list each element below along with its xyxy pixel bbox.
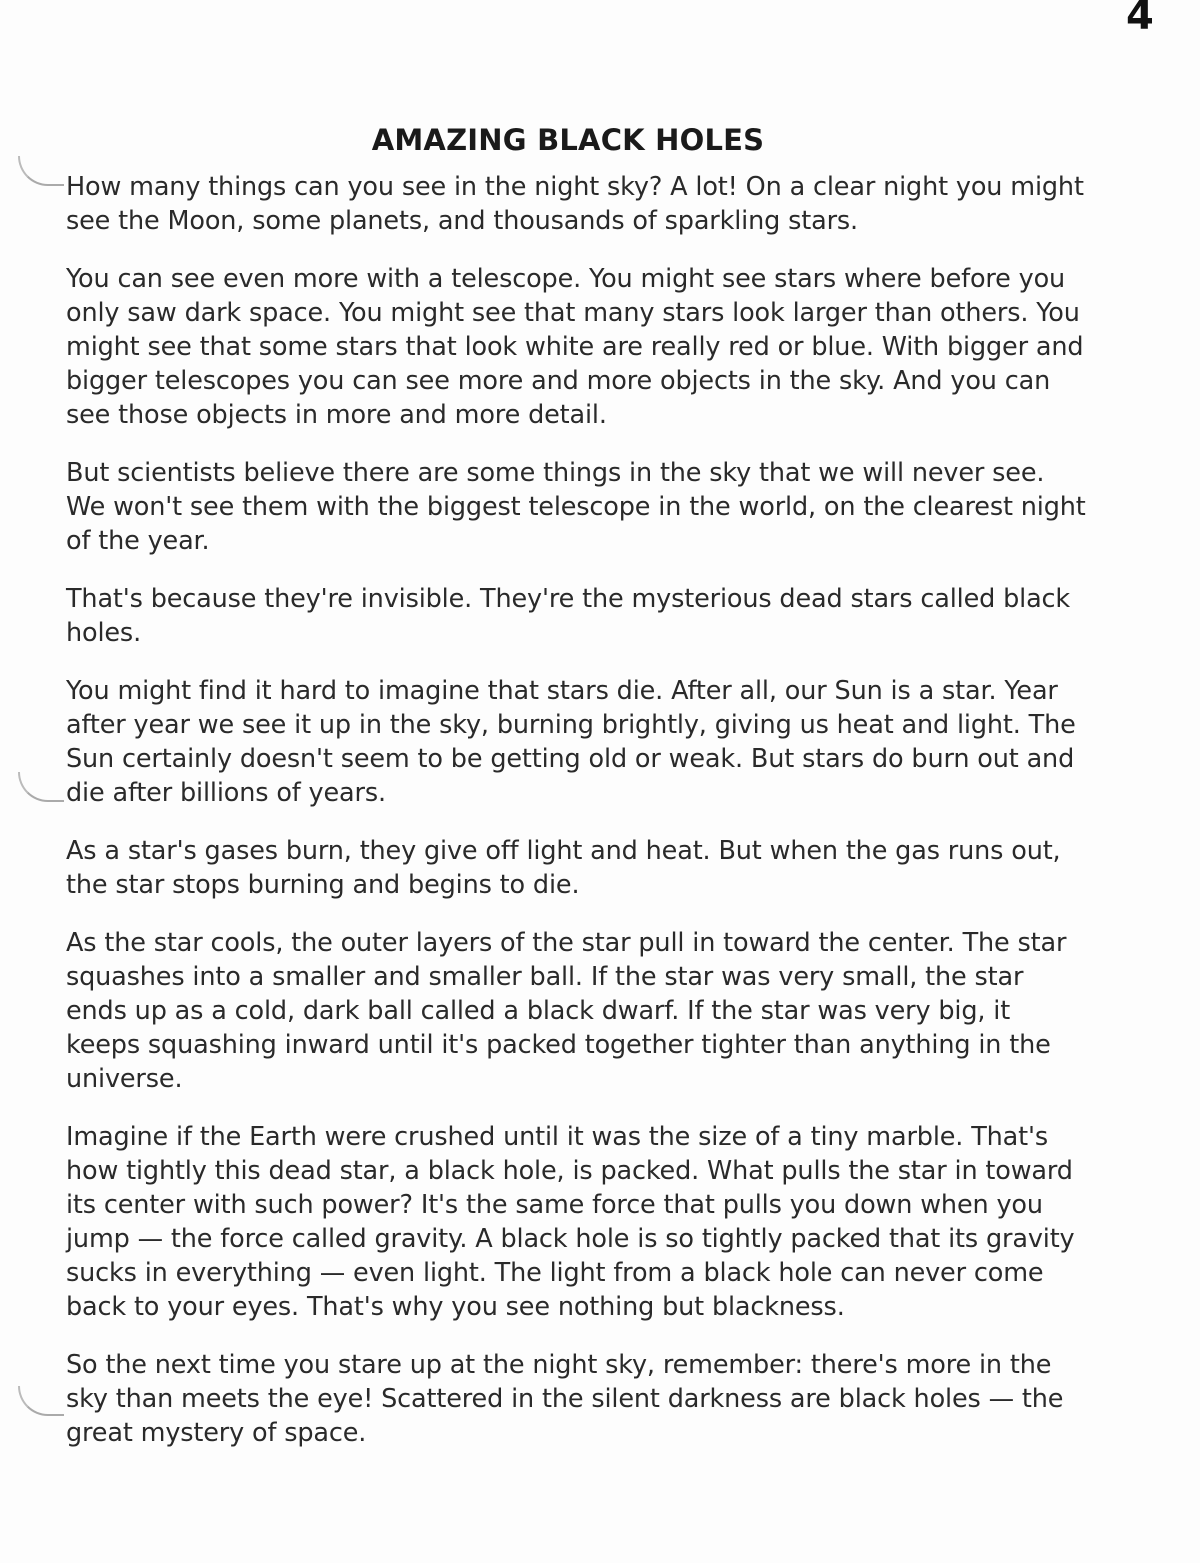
margin-mark (18, 156, 64, 186)
article-body (66, 170, 1086, 1474)
margin-mark (18, 1386, 64, 1416)
paragraph: But scientists believe there are some things in the sky that we will never see. We won't see them with the biggest telescope in the world, on the clearest night of the year. (66, 458, 1086, 556)
paragraph: You can see even more with a telescope. You might see stars where before you only saw dark space. You might see that many stars look larger than others. You might see that some stars that look white are really red or blue. With bigger and bigger telescopes you can see more and more objects in the sky. And you can see those objects in more and more detail. (66, 264, 1084, 430)
handwritten-page-number: 4 (1126, 0, 1154, 39)
paragraph: Imagine if the Earth were crushed until it was the size of a tiny marble. That's how tightly this dead star, a black hole, is packed. What pulls the star in toward its center with such power? It's the same force that pulls you down when you jump — the force called gravity. A black hole is so tightly packed that its gravity sucks in everything — even light. The light from a black hole can never come back to your eyes. That's why you see nothing but blackness. (66, 1122, 1075, 1322)
paragraph: How many things can you see in the night sky? A lot! On a clear night you might see the Moon, some planets, and thousands of sparkling stars. (66, 172, 1084, 236)
paragraph: As the star cools, the outer layers of the star pull in toward the center. The star squashes into a smaller and smaller ball. If the star was very small, the star ends up as a cold, dark ball called a black dwarf. If the star was very big, it keeps squashing inward until it's packed together tighter than anything in the universe. (66, 928, 1067, 1094)
document-title: AMAZING BLACK HOLES (371, 123, 765, 158)
paragraph: That's because they're invisible. They're the mysterious dead stars called black holes. (66, 584, 1071, 648)
paragraph: You might find it hard to imagine that stars die. After all, our Sun is a star. Year after year we see it up in the sky, burning brightly, giving us heat and light. The Sun certainly doesn't seem to be getting old or weak. But stars do burn out and die after billions of years. (66, 676, 1076, 808)
margin-mark (18, 772, 64, 802)
paragraph: As a star's gases burn, they give off light and heat. But when the gas runs out, the star stops burning and begins to die. (66, 836, 1061, 900)
paragraph: So the next time you stare up at the night sky, remember: there's more in the sky than meets the eye! Scattered in the silent darkness are black holes — the great mystery of space. (66, 1350, 1064, 1448)
